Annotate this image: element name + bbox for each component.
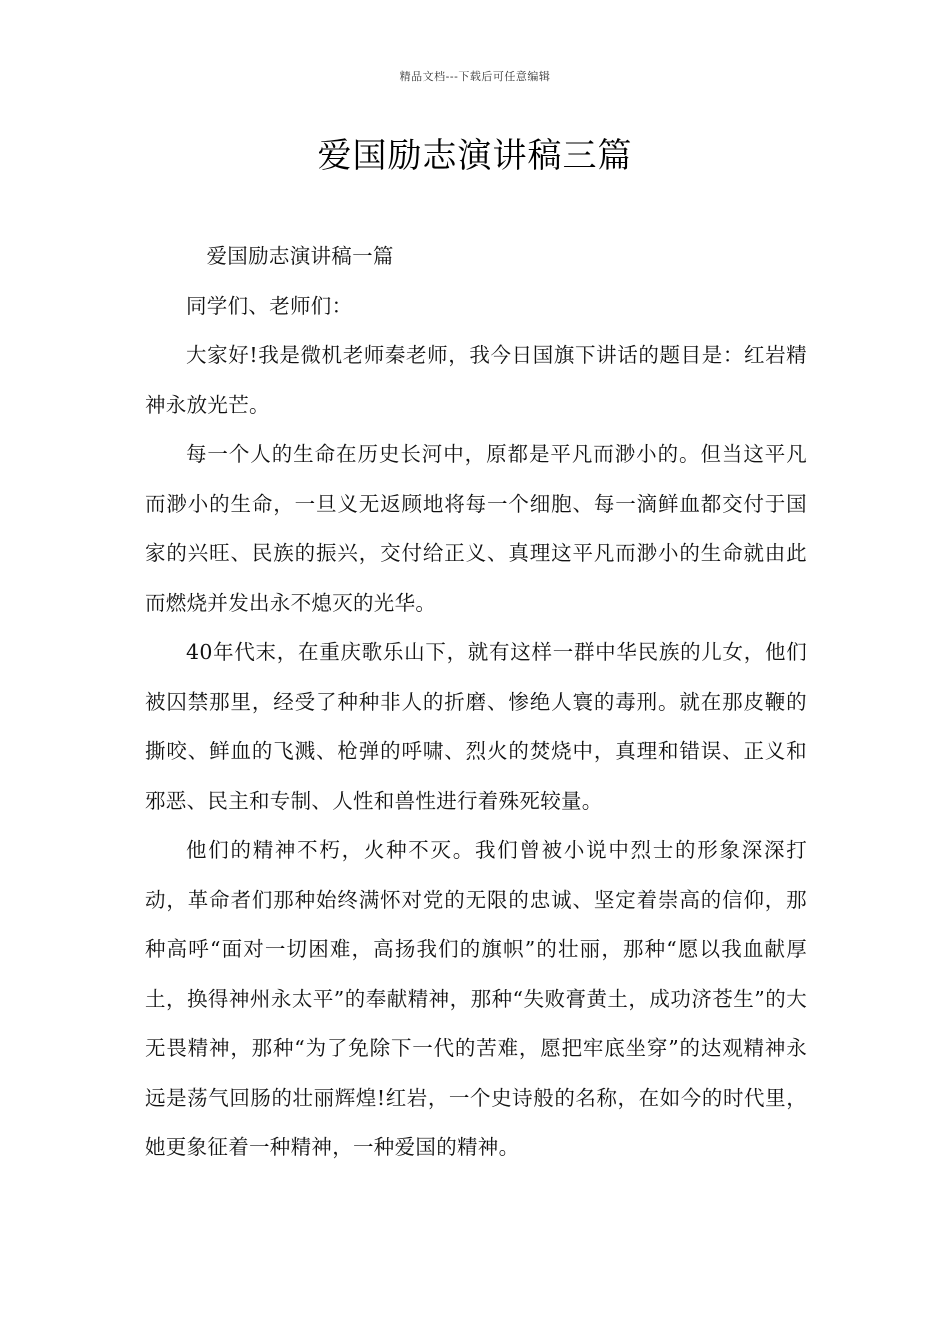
paragraph: 他们的精神不朽，火种不灭。我们曾被小说中烈士的形象深深打动，革命者们那种始终满怀对党的无限的忠诚、坚定着崇高的信仰，那种高呼“面对一切困难，高扬我们的旗帜”的壮丽，那种“愿以我血献厚土，换得神州永太平”的奉献精神，那种“失败膏黄土，成功济苍生”的大无畏精神，那种“为了免除下一代的苦难，愿把牢底坐穿”的达观精神永远是荡气回肠的壮丽辉煌!红岩，一个史诗般的名称，在如今的时代里，她更象征着一种精神，一种爱国的精神。 — [145, 838, 807, 1159]
paragraph: 每一个人的生命在历史长河中，原都是平凡而渺小的。但当这平凡而渺小的生命，一旦义无返顾地将每一个细胞、每一滴鲜血都交付于国家的兴旺、民族的振兴，交付给正义、真理这平凡而渺小的生命就由此而燃烧并发出永不熄灭的光华。 — [145, 442, 807, 615]
document-body — [145, 232, 807, 1173]
paragraph: 大家好!我是微机老师秦老师，我今日国旗下讲话的题目是：红岩精神永放光芒。 — [145, 343, 807, 417]
section-subtitle: 爱国励志演讲稿一篇 — [206, 244, 394, 268]
header-note: 精品文档---下载后可任意编辑 — [399, 70, 551, 83]
document-title: 爱国励志演讲稿三篇 — [317, 136, 633, 176]
paragraph: 40年代末，在重庆歌乐山下，就有这样一群中华民族的儿女，他们被囚禁那里，经受了种种非人的折磨、惨绝人寰的毒刑。就在那皮鞭的撕咬、鲜血的飞溅、枪弹的呼啸、烈火的焚烧中，真理和错误、正义和邪恶、民主和专制、人性和兽性进行着殊死较量。 — [145, 640, 807, 813]
salutation: 同学们、老师们： — [186, 293, 353, 318]
